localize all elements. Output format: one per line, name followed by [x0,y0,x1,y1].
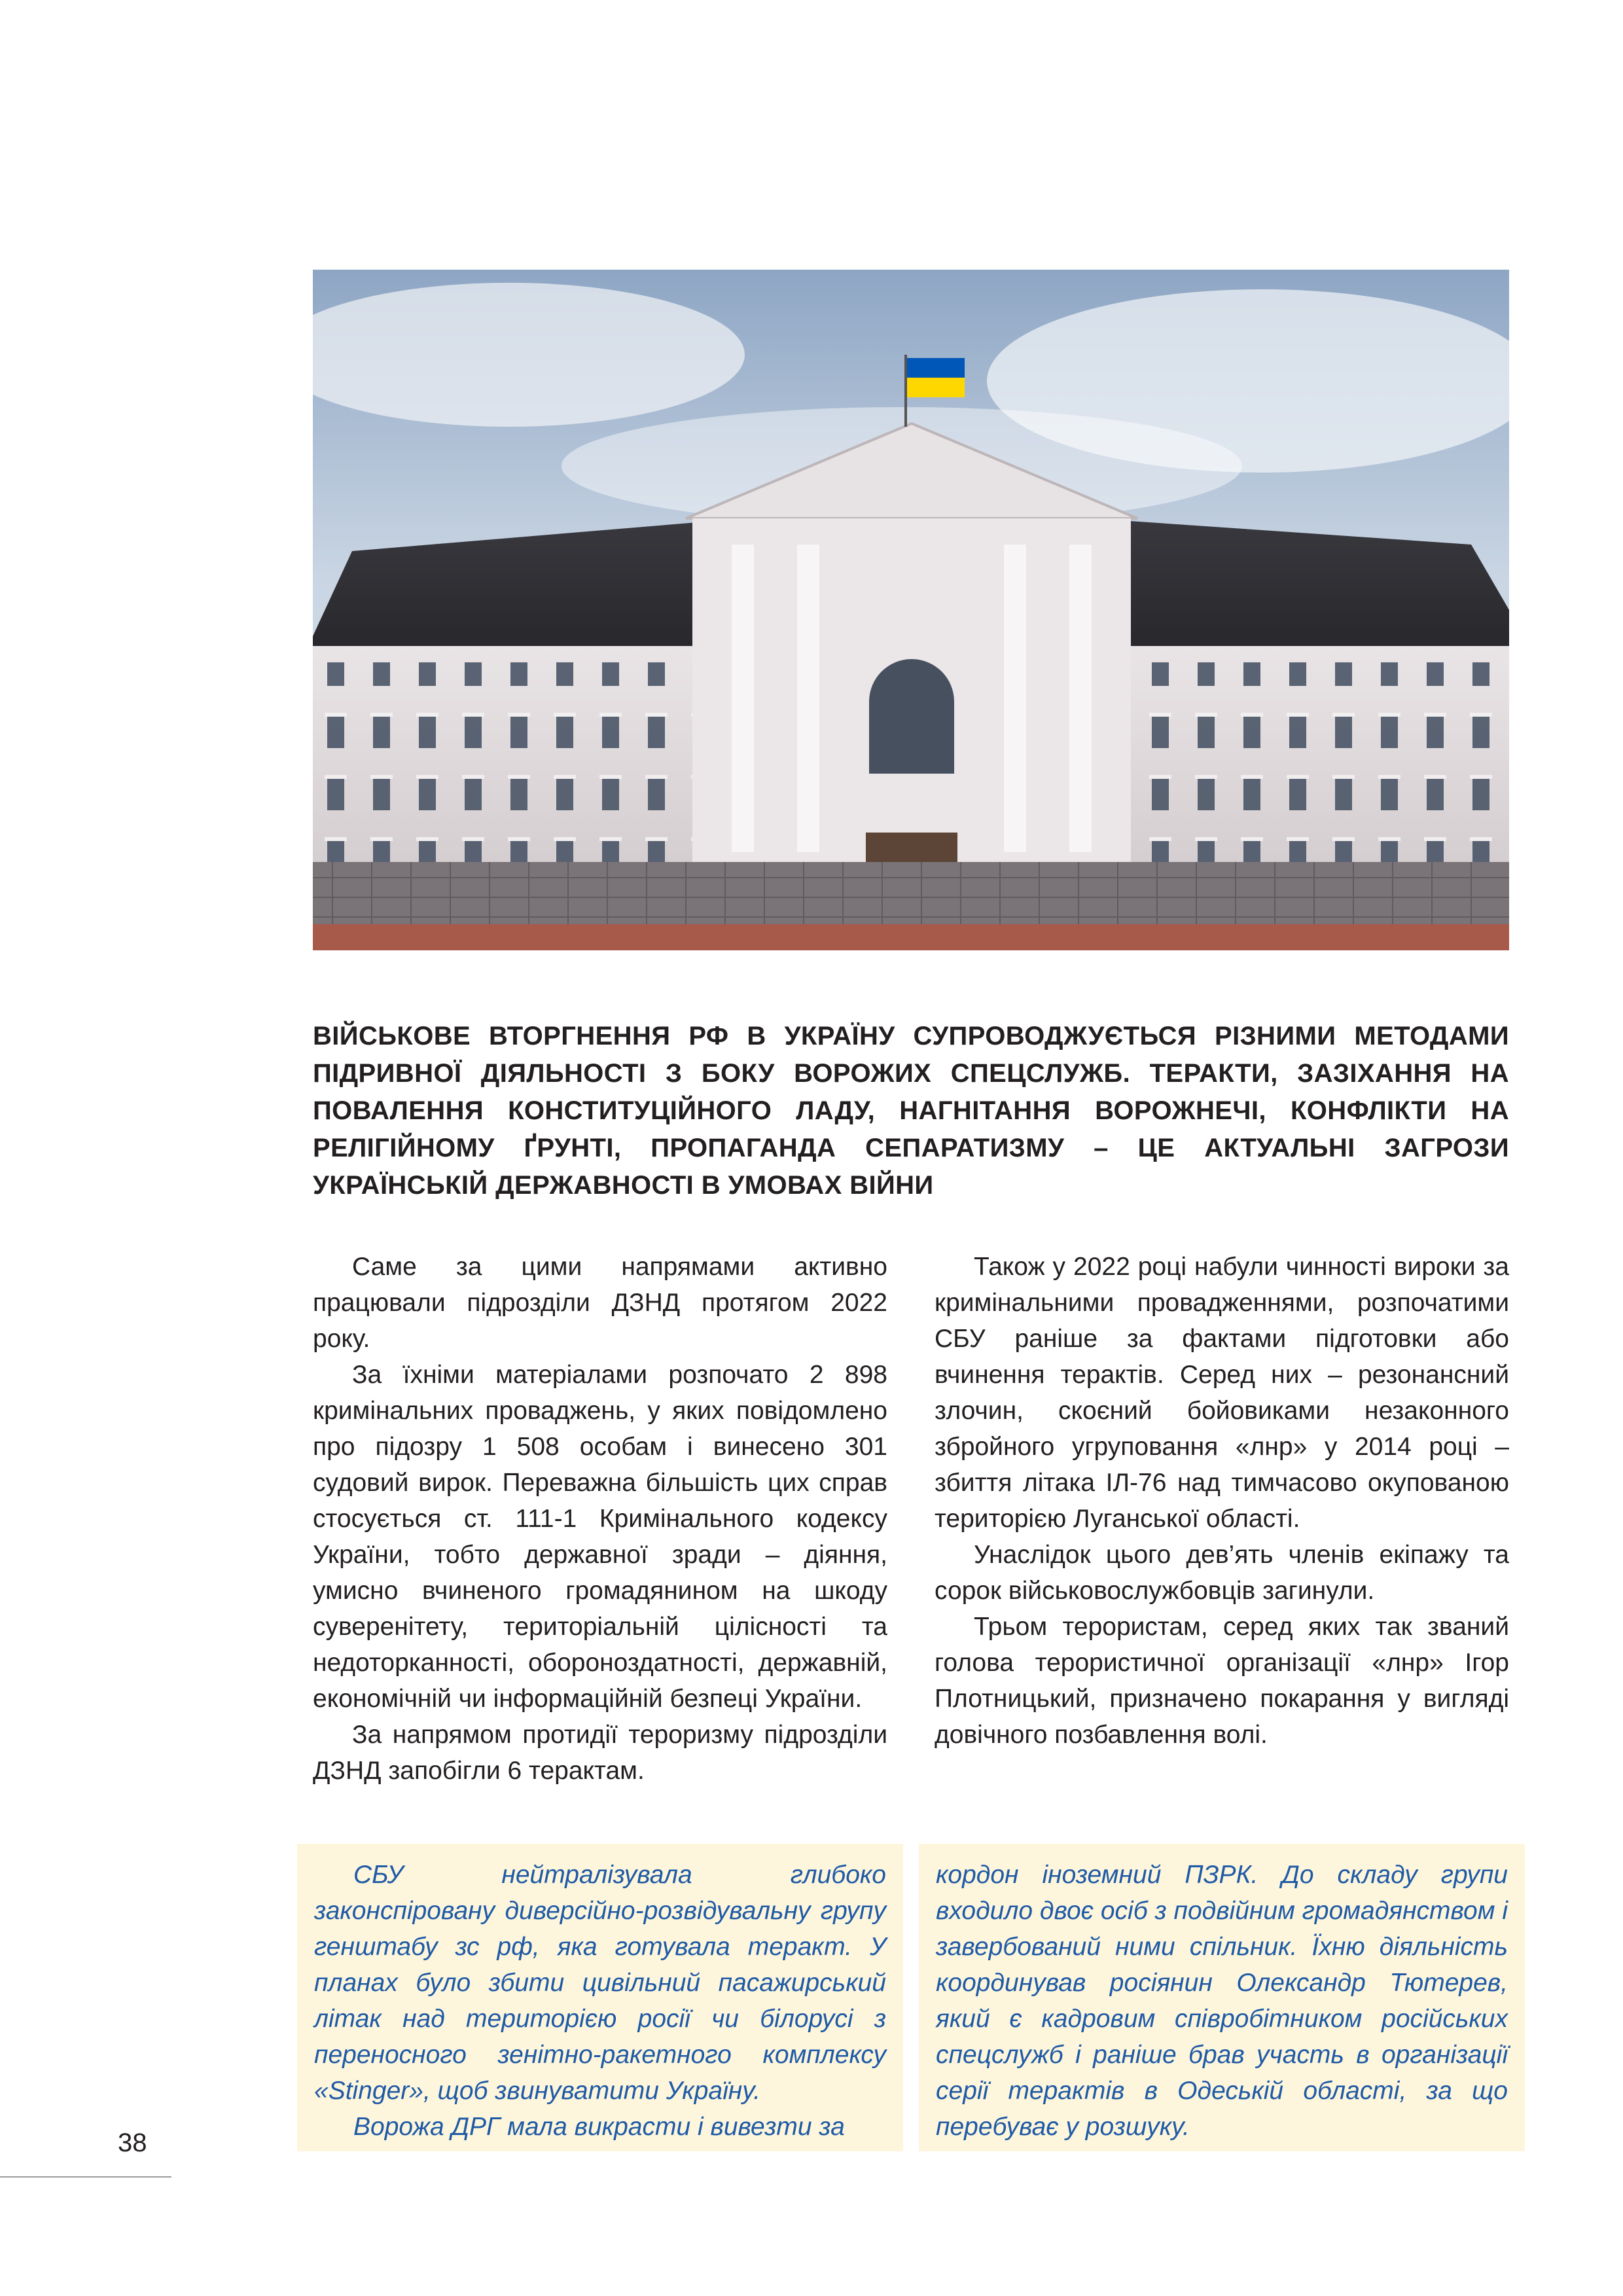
body-column-left [313,1249,887,1789]
body-paragraph: Унаслідок цього дев’ять членів екіпажу та сорок військовослужбовців загинули. [935,1541,1509,1605]
page-number: 38 [118,2128,147,2157]
highlight-paragraph: Ворожа ДРГ мала викрасти і вивезти за [353,2113,845,2141]
body-paragraph: Трьом терористам, серед яких так званий голова терористичної організації «лнр» Ігор Плотницький, призначено покарання у вигляді довічного позбавлення волі. [935,1613,1509,1749]
highlight-paragraph: СБУ нейтралізувала глибоко законспіровану диверсійно-розвідувальну групу генштабу зс рф, яка готувала теракт. У планах було збити цивільний пасажирський літак над територією росії чи білорусі з переносного зенітно-ракетного комплексу «Stinger», щоб звинуватити Україну. [314,1861,886,2105]
footer-divider [0,2176,171,2178]
highlight-box-left [297,1844,903,2151]
highlight-box-right [919,1844,1525,2151]
body-paragraph: Саме за цими напрямами активно працювали підрозділи ДЗНД протягом 2022 року. [313,1253,887,1353]
body-column-right [935,1249,1509,1753]
body-paragraph: Також у 2022 році набули чинності вироки за кримінальними провадженнями, розпочатими СБУ раніше за фактами підготовки або вчинення терактів. Серед них – резонансний злочин, скоєний бойовиками незаконного збройного угруповання «лнр» у 2014 році – збиття літака ІЛ-76 над тимчасово окупованою територією Луганської області. [935,1253,1509,1533]
highlight-paragraph: кордон іноземний ПЗРК. До складу групи входило двоє осіб з подвійним громадянством і завербований ними спільник. Їхню діяльність координував росіянин Олександр Тютерев, який є кадровим співробітником російських спецслужб і раніше брав участь в організації серії терактів в Одеській області, за що перебуває у розшуку. [936,1861,1508,2141]
body-paragraph: За напрямом протидії тероризму підрозділи ДЗНД запобігли 6 терактам. [313,1721,887,1785]
section-headline: ВІЙСЬКОВЕ ВТОРГНЕННЯ РФ В УКРАЇНУ СУПРОВОДЖУЄТЬСЯ РІЗНИМИ МЕТОДАМИ ПІДРИВНОЇ ДІЯЛЬНОСТІ З БОКУ ВОРОЖИХ СПЕЦСЛУЖБ. ТЕРАКТИ, ЗАЗІХАННЯ НА ПОВАЛЕННЯ КОНСТИТУЦІЙНОГО ЛАДУ, НАГНІТАННЯ ВОРОЖНЕЧІ, КОНФЛІКТИ НА РЕЛІГІЙНОМУ ҐРУНТІ, ПРОПАГАНДА СЕПАРАТИЗМУ – ЦЕ АКТУАЛЬНІ ЗАГРОЗИ УКРАЇНСЬКІЙ ДЕРЖАВНОСТІ В УМОВАХ ВІЙНИ [313,1022,1509,1200]
building-photo [313,270,1509,950]
body-paragraph: За їхніми матеріалами розпочато 2 898 кримінальних проваджень, у яких повідомлено про підозру 1 508 особам і винесено 301 судовий вирок. Переважна більшість цих справ стосується ст. 111-1 Кримінального кодексу України, тобто державної зради – діяння, умисно вчиненого громадянином на шкоду суверенітету, територіальній цілісності та недоторканності, обороноздатності, державній, економічній чи інформаційній безпеці України. [313,1361,887,1713]
